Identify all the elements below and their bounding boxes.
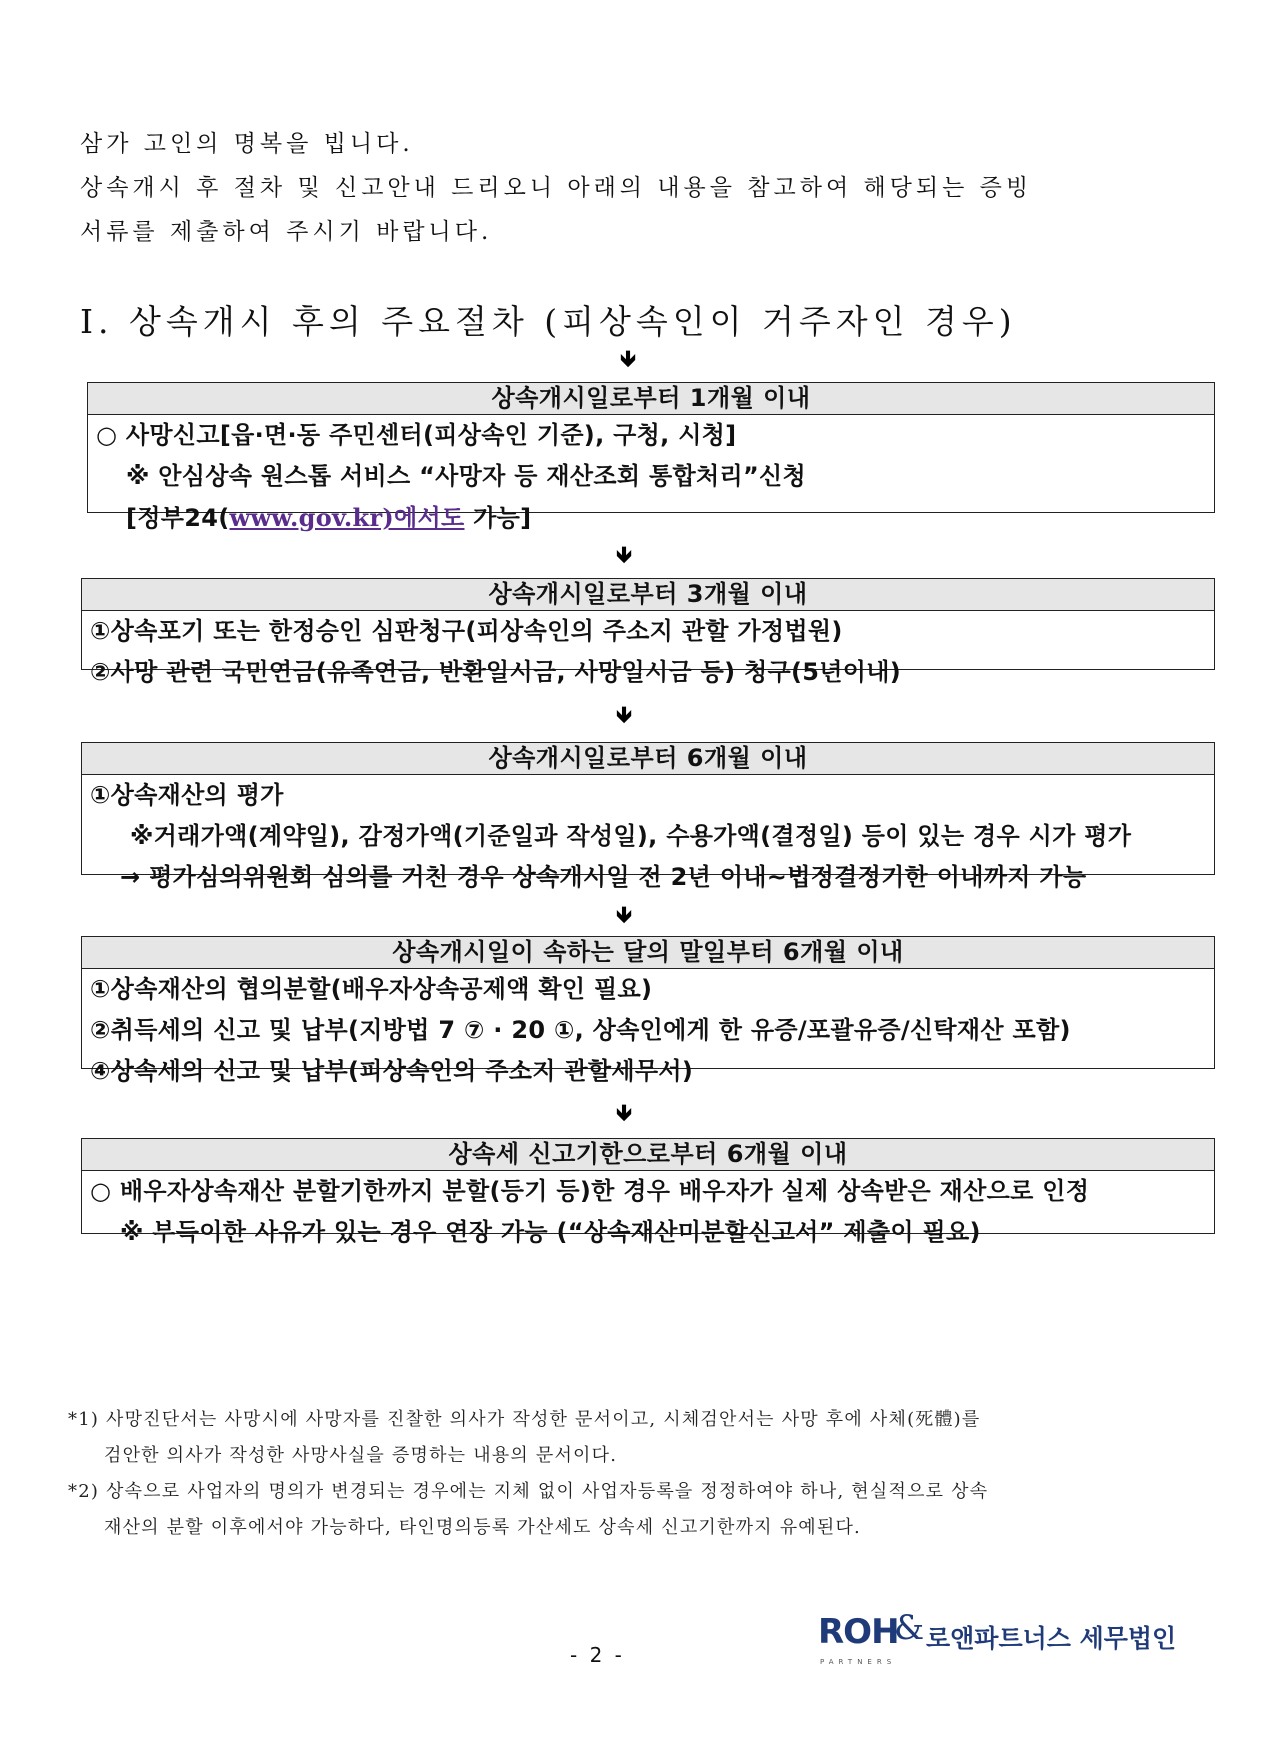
down-arrow-icon: 🡻 xyxy=(616,903,632,928)
step-note: → 평가심의위원회 심의를 거친 경우 상속개시일 전 2년 이내~법정결정기한 이내까지 가능 xyxy=(120,863,1087,891)
step-note: ※ 부득이한 사유가 있는 경우 연장 가능 (“상속재산미분할신고서” 제출이 필요) xyxy=(120,1218,981,1246)
step-box-title: 상속개시일로부터 6개월 이내 xyxy=(82,743,1214,775)
footnote-2-cont: 재산의 분할 이후에서야 가능하다, 타인명의등록 가산세도 상속세 신고기한까지 유예된다. xyxy=(104,1517,861,1538)
step-box-1-month xyxy=(87,382,1215,532)
step-box-title: 상속개시일로부터 3개월 이내 xyxy=(82,579,1214,611)
intro-line-2: 상속개시 후 절차 및 신고안내 드리오니 아래의 내용을 참고하여 해당되는 증빙 xyxy=(80,175,1033,201)
step-note-link-line: [정부24(www.gov.kr)에서도 가능] xyxy=(126,503,532,532)
gov24-link[interactable]: www.gov.kr)에서도 xyxy=(229,503,465,532)
step-line: ②취득세의 신고 및 납부(지방법 7 ⑦ · 20 ①, 상속인에게 한 유증/포괄유증/신탁재산 포함) xyxy=(90,1016,1071,1044)
down-arrow-icon: 🡻 xyxy=(616,703,632,728)
intro-line-1: 삼가 고인의 명복을 빕니다. xyxy=(80,131,414,157)
step-line: ○ 사망신고[읍·면·동 주민센터(피상속인 기준), 구청, 시청] xyxy=(96,421,737,449)
firm-logo xyxy=(818,1608,1177,1672)
step-note: ※ 안심상속 원스톱 서비스 “사망자 등 재산조회 통합처리”신청 xyxy=(126,462,806,490)
step-line: ②사망 관련 국민연금(유족연금, 반환일시금, 사망일시금 등) 청구(5년이내) xyxy=(90,658,902,686)
intro-line-3: 서류를 제출하여 주시기 바랍니다. xyxy=(80,219,493,245)
step-line: ①상속재산의 협의분할(배우자상속공제액 확인 필요) xyxy=(90,975,653,1003)
down-arrow-icon: 🡻 xyxy=(616,543,632,568)
step-box-after-filing-deadline xyxy=(81,1138,1215,1246)
footnote-1-cont: 검안한 의사가 작성한 사망사실을 증명하는 내용의 문서이다. xyxy=(104,1445,618,1466)
footnote-2: *2) 상속으로 사업자의 명의가 변경되는 경우에는 지체 없이 사업자등록을 정정하여야 하나, 현실적으로 상속 xyxy=(68,1481,989,1502)
logo-ampersand: & xyxy=(894,1608,925,1648)
step-note: ※거래가액(계약일), 감정가액(기준일과 작성일), 수용가액(결정일) 등이 있는 경우 시가 평가 xyxy=(130,822,1132,850)
intro-text xyxy=(80,122,1180,254)
step-line: ①상속재산의 평가 xyxy=(90,781,284,809)
step-line: ○ 배우자상속재산 분할기한까지 분할(등기 등)한 경우 배우자가 실제 상속받은 재산으로 인정 xyxy=(90,1177,1090,1205)
step-line: ①상속포기 또는 한정승인 심판청구(피상속인의 주소지 관할 가정법원) xyxy=(90,617,843,645)
page-number: - 2 - xyxy=(570,1643,625,1667)
step-box-title: 상속개시일이 속하는 달의 말일부터 6개월 이내 xyxy=(82,937,1214,969)
down-arrow-icon: 🡻 xyxy=(620,347,636,372)
step-box-title: 상속개시일로부터 1개월 이내 xyxy=(88,383,1214,415)
step-box-title: 상속세 신고기한으로부터 6개월 이내 xyxy=(82,1139,1214,1171)
footnote-1: *1) 사망진단서는 사망시에 사망자를 진찰한 의사가 작성한 문서이고, 시체검안서는 사망 후에 사체(死體)를 xyxy=(68,1409,981,1430)
step-box-month-end-6-months xyxy=(81,936,1215,1085)
footnotes xyxy=(68,1402,1188,1546)
logo-mark: ROH xyxy=(818,1612,899,1652)
step-box-6-months xyxy=(81,742,1215,891)
logo-subtitle: PARTNERS xyxy=(820,1658,897,1666)
step-box-3-months xyxy=(81,578,1215,686)
down-arrow-icon: 🡻 xyxy=(616,1101,632,1126)
firm-name: 로앤파트너스 세무법인 xyxy=(926,1624,1177,1653)
section-heading: Ⅰ. 상속개시 후의 주요절차 (피상속인이 거주자인 경우) xyxy=(80,302,1017,341)
step-line: ④상속세의 신고 및 납부(피상속인의 주소지 관할세무서) xyxy=(90,1057,694,1085)
